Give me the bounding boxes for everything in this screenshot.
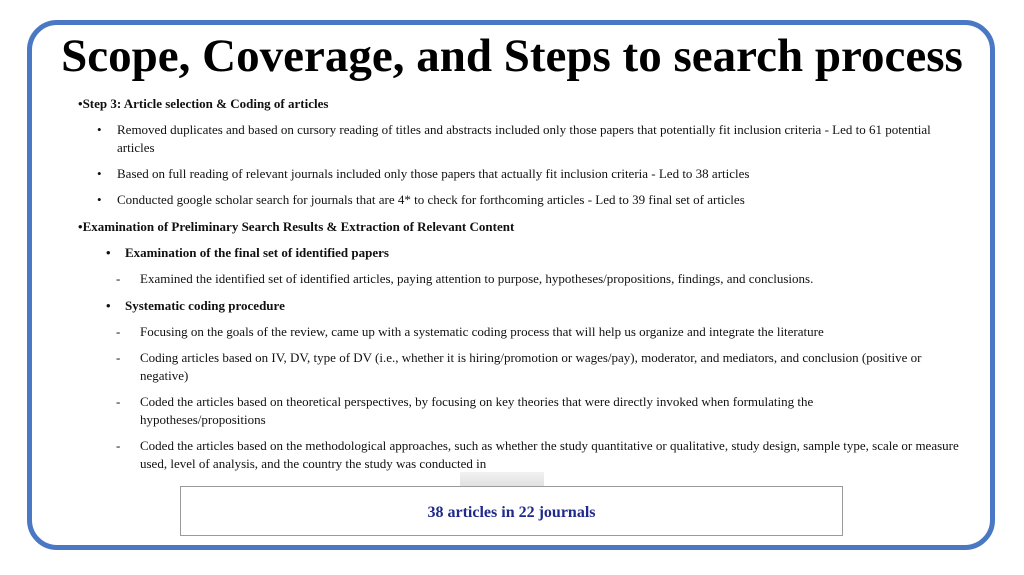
slide-title: Scope, Coverage, and Steps to search process xyxy=(61,30,963,82)
sub2-item-3: Coded the articles based on theoretical perspectives, by focusing on key theories that were directly invoked when formulating the hypotheses/propositions xyxy=(140,394,814,427)
dash-marker: - xyxy=(116,324,121,339)
dash-marker: - xyxy=(116,394,121,409)
dash-marker: - xyxy=(116,350,121,365)
step3-heading: Step 3: Article selection & Coding of articles xyxy=(82,96,329,111)
bullet-marker: • xyxy=(97,192,102,207)
bullet-marker: • xyxy=(106,298,111,313)
step3-bullet-1: Removed duplicates and based on cursory reading of titles and abstracts included only those papers that potentially fit inclusion criteria - Led to 61 potential articles xyxy=(117,122,931,155)
bullet-marker: • xyxy=(97,122,102,137)
bullet-marker: • xyxy=(106,245,111,260)
dash-marker: - xyxy=(116,438,121,453)
sub2-item-4: Coded the articles based on the methodological approaches, such as whether the study quantitative or qualitative, study design, sample type, scale or measure used, level of analysis, and the country the study was conducted in xyxy=(140,438,959,471)
sub2-item-2: Coding articles based on IV, DV, type of DV (i.e., whether it is hiring/promotion or wages/pay), moderator, and mediators, and conclusion (positive or negative) xyxy=(140,350,922,383)
bullet-marker: • xyxy=(97,166,102,181)
sub1-heading: Examination of the final set of identified papers xyxy=(125,245,389,260)
result-text: 38 articles in 22 journals xyxy=(427,504,596,521)
step3-bullet-2: Based on full reading of relevant journals included only those papers that actually fit inclusion criteria - Led to 38 articles xyxy=(117,166,750,181)
step3-heading-line xyxy=(78,95,328,113)
bullet-marker: • xyxy=(78,96,83,111)
step3-bullet-3: Conducted google scholar search for journals that are 4* to check for forthcoming articles - Led to 39 final set of articles xyxy=(117,192,745,207)
examination-heading: Examination of Preliminary Search Results & Extraction of Relevant Content xyxy=(82,219,515,234)
sub2-item-1: Focusing on the goals of the review, came up with a systematic coding process that will help us organize and integrate the literature xyxy=(140,324,824,339)
bullet-marker: • xyxy=(78,219,83,234)
result-box xyxy=(180,486,843,536)
sub1-item-1: Examined the identified set of identified articles, paying attention to purpose, hypotheses/propositions, findings, and conclusions. xyxy=(140,271,814,286)
sub2-heading: Systematic coding procedure xyxy=(125,298,285,313)
examination-heading-line xyxy=(78,218,514,236)
dash-marker: - xyxy=(116,271,121,286)
